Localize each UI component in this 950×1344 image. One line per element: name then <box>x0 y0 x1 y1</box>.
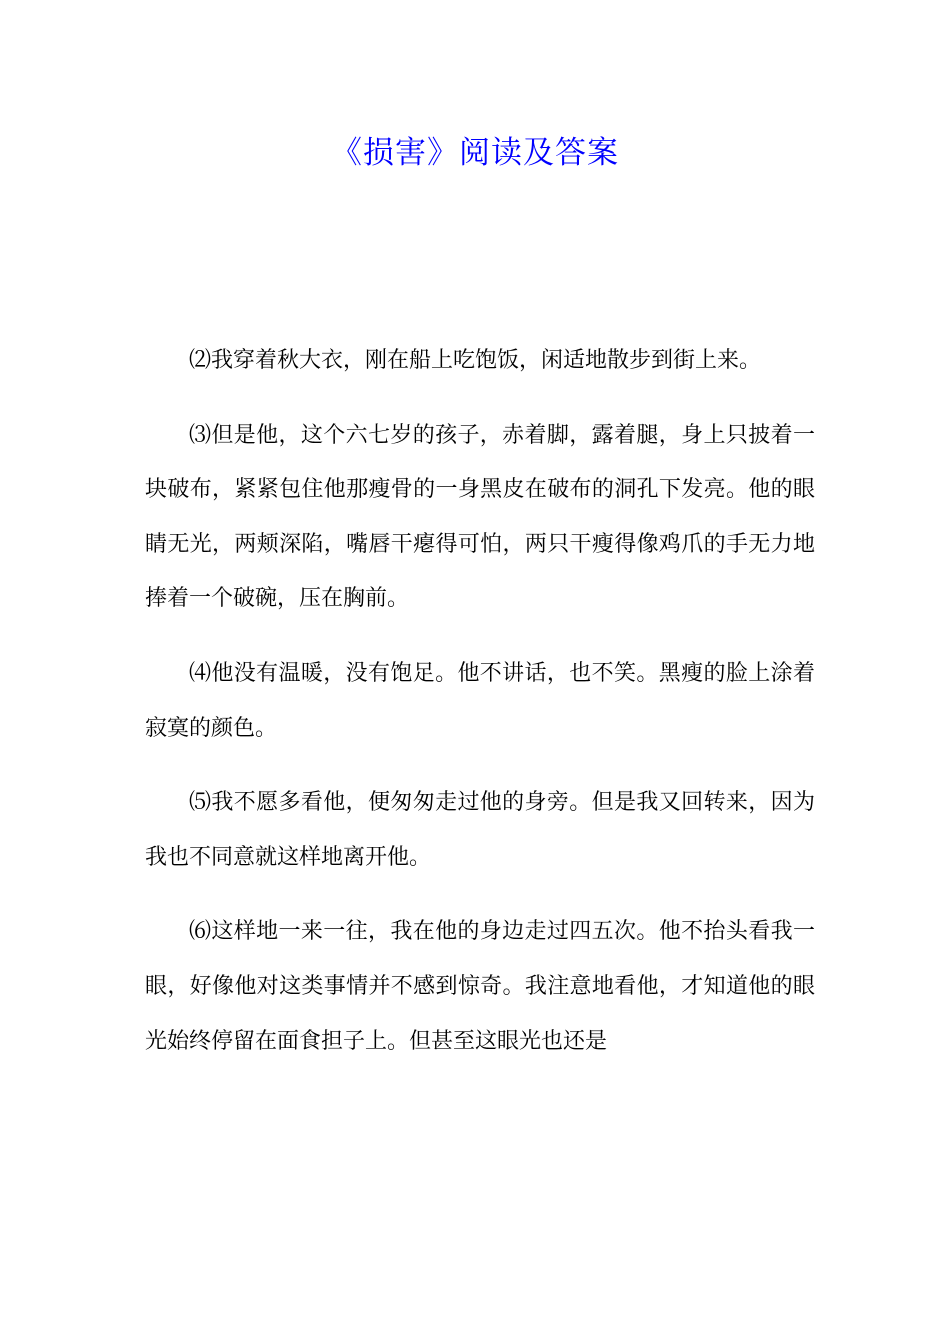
document-title: 《损害》阅读及答案 <box>331 135 619 171</box>
paragraph-6: ⑹这样地一来一往，我在他的身边走过四五次。他不抬头看我一眼，好像他对这类事情并不感到惊奇。我注意地看他，才知道他的眼光始终停留在面食担子上。但甚至这眼光也还是 <box>145 919 815 1054</box>
paragraph-5: ⑸我不愿多看他，便匆匆走过他的身旁。但是我又回转来，因为我也不同意就这样地离开他。 <box>145 790 815 870</box>
paragraph-3: ⑶但是他，这个六七岁的孩子，赤着脚，露着腿，身上只披着一块破布，紧紧包住他那瘦骨的一身黑皮在破布的洞孔下发亮。他的眼睛无光，两颊深陷，嘴唇干瘪得可怕，两只干瘦得像鸡爪的手无力地捧着一个破碗，压在胸前。 <box>145 422 815 612</box>
document-body <box>145 334 815 1069</box>
paragraph-2: ⑵我穿着秋大衣，刚在船上吃饱饭，闲适地散步到街上来。 <box>189 348 762 373</box>
paragraph-4: ⑷他没有温暖，没有饱足。他不讲话，也不笑。黑瘦的脸上涂着寂寞的颜色。 <box>145 660 815 741</box>
